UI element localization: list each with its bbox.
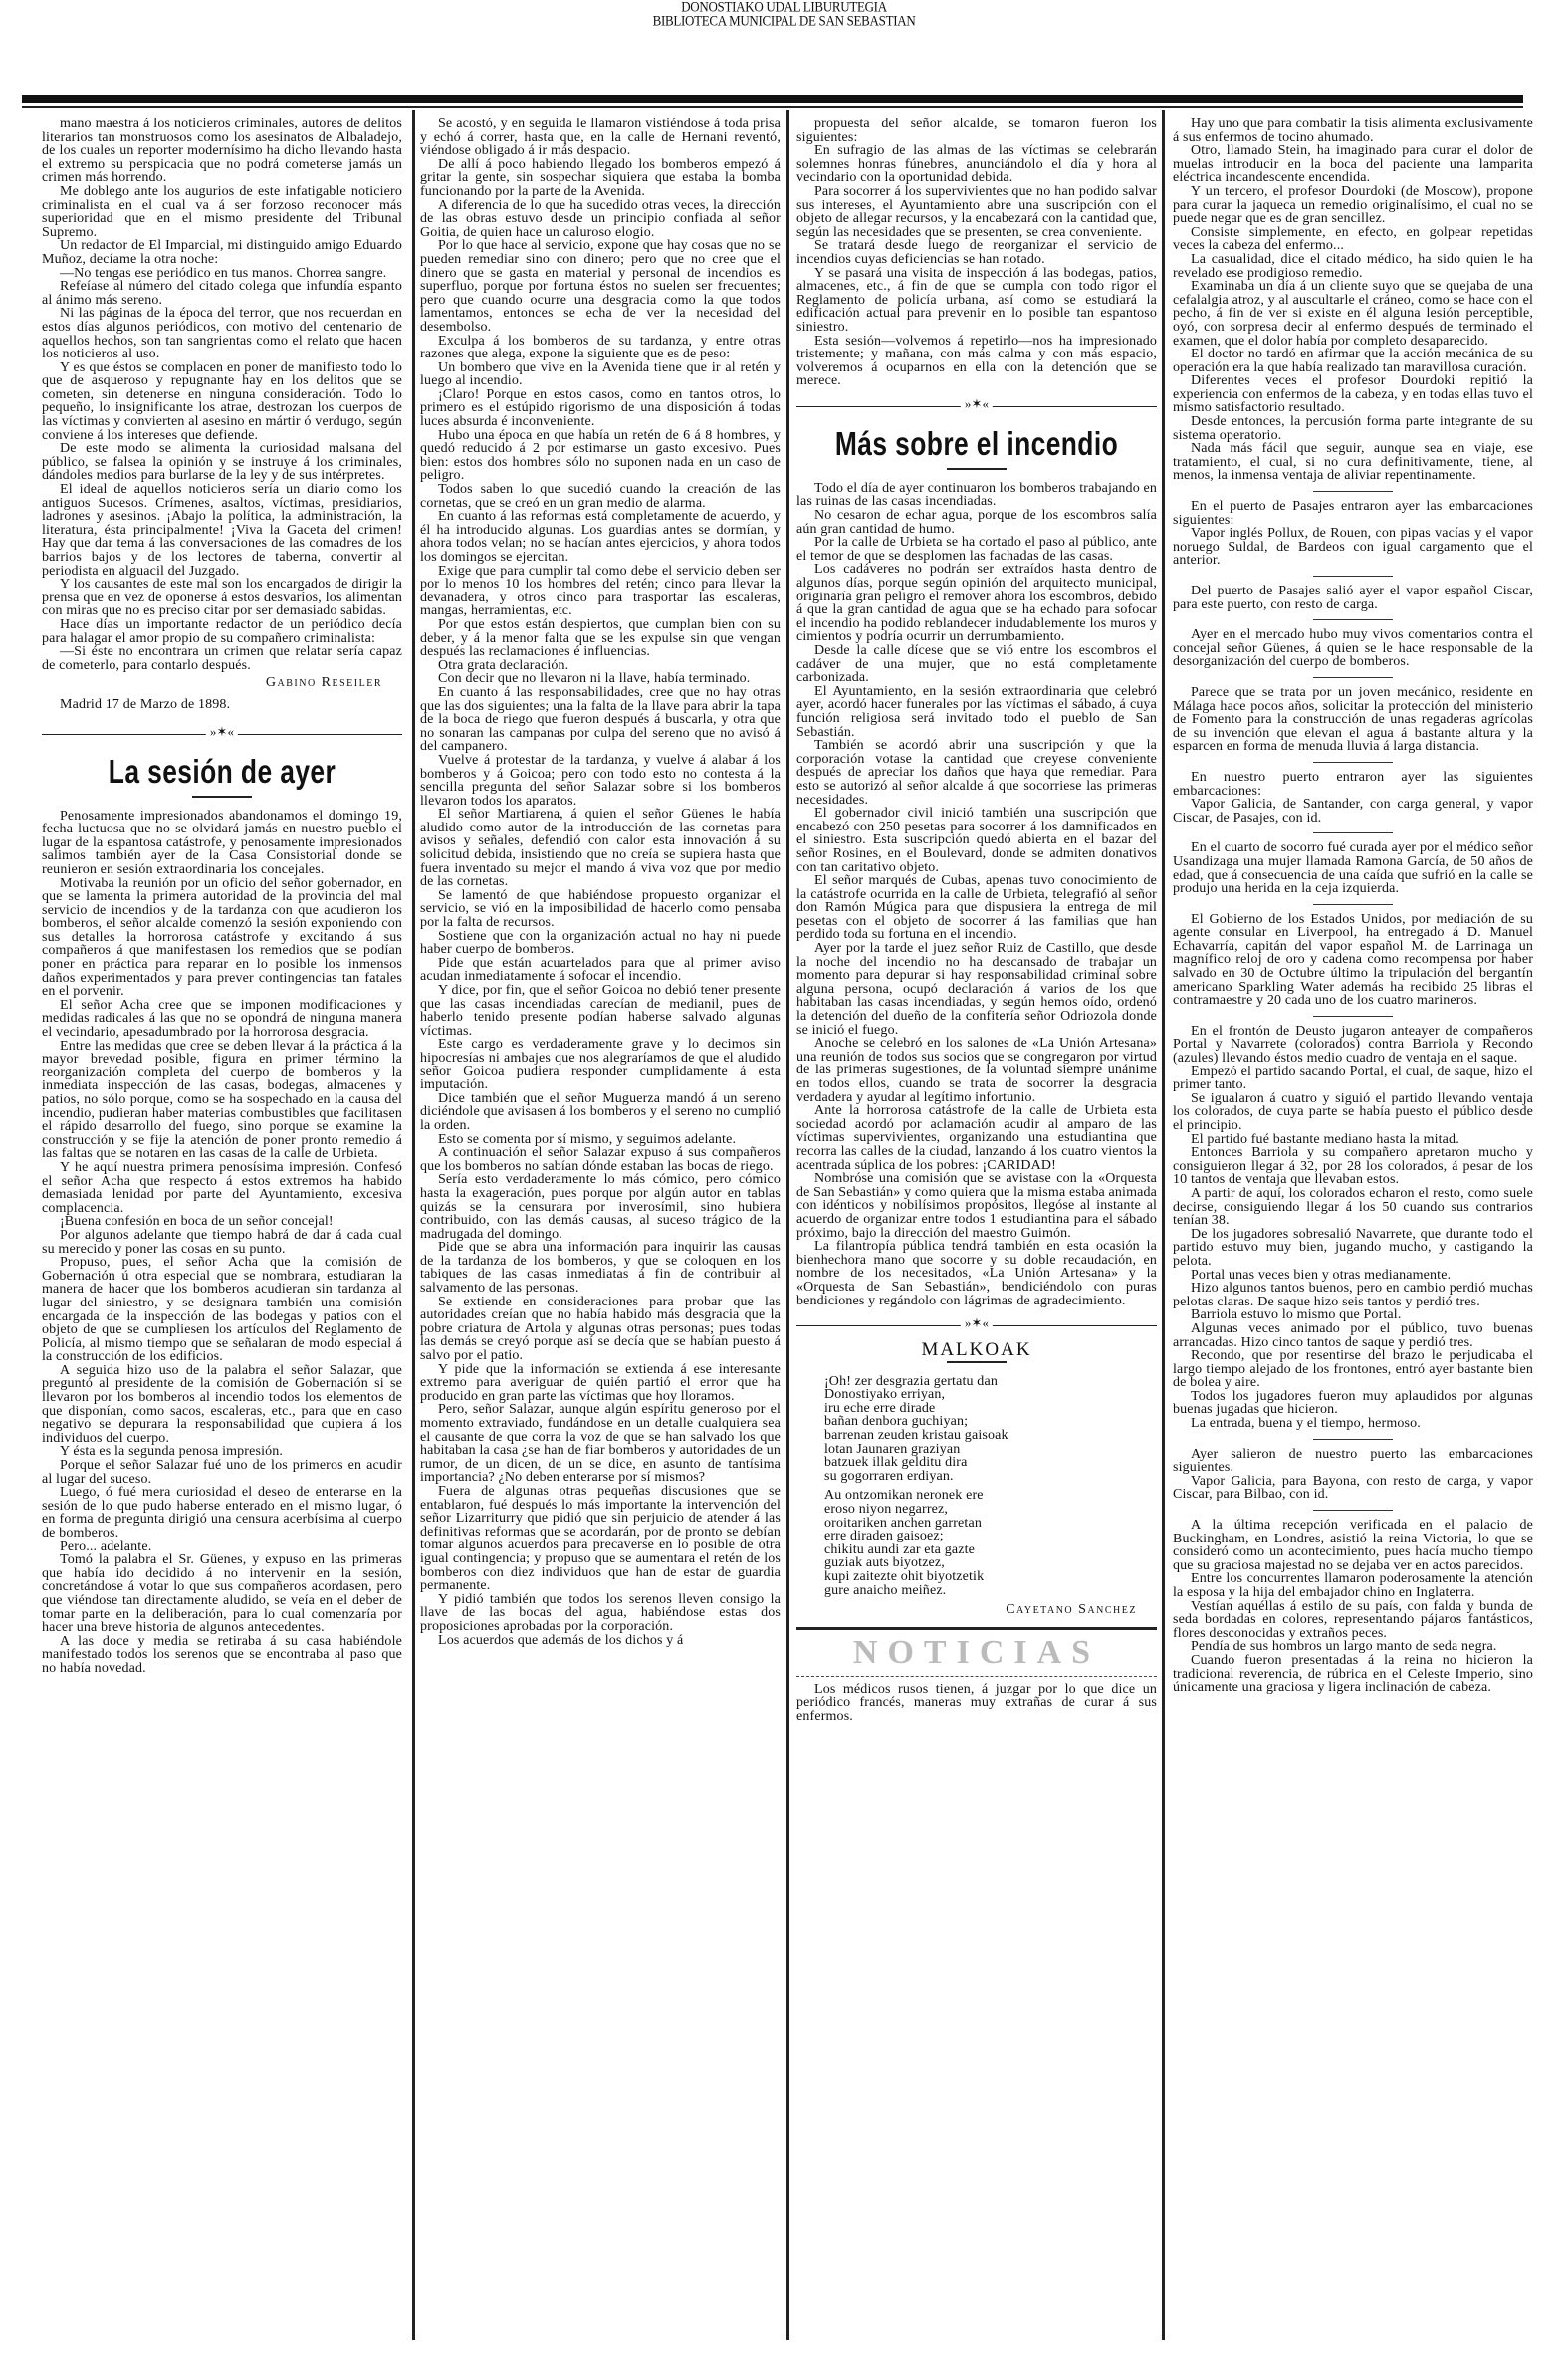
paragraph: En cuanto á las reformas está completamente de acuerdo, y él ha introducido algunas. Los guardias antes se dormían, y ahora todos velan; no se hacían antes ejercicios, y ahora todos los domingos se ejercitan. (420, 509, 781, 565)
paragraph: Pide que se abra una información para inquirir las causas de la tardanza de los bomberos, y que se coloquen en los tabiques de las casas inmediatas á fin de contribuir al salvamento de las personas. (420, 1240, 781, 1297)
paragraph: En sufragio de las almas de las víctimas se celebrarán solemnes honras fúnebres, anunciándolo el día y hora al vecindario con la oportunidad debida. (796, 143, 1157, 186)
paragraph: Hace días un importante redactor de un periódico decía para halagar el amor propio de su compañero criminalista: (42, 616, 402, 646)
paragraph: Se lamentó de que habiéndose propuesto organizar el servicio, se vió en la imposibilidad de hacerlo como pensaba por la falta de recursos. (420, 887, 781, 931)
paragraph: La casualidad, dice el citado médico, ha sido quien le ha revelado ese prodigioso remedio. (1173, 251, 1533, 281)
library-name-spanish: BIBLIOTECA MUNICIPAL DE SAN SEBASTIAN (652, 11, 916, 29)
paragraph: —Si éste no encontrara un crimen que relatar sería capaz de cometerlo, para contarlo después. (42, 644, 402, 673)
paragraph: En nuestro puerto entraron ayer las siguientes embarcaciones: (1173, 769, 1533, 799)
paragraph: Esta sesión—volvemos á repetirlo—nos ha impresionado tristemente; y mañana, con más calma y con más espacio, volveremos á ocuparnos en ella con la detención que se merece. (796, 333, 1157, 389)
paragraph: Por la calle de Urbieta se ha cortado el paso al público, ante el temor de que se desplomen las fachadas de las casas. (796, 535, 1157, 564)
paragraph: Pero, señor Salazar, aunque algún espíritu generoso por el momento extraviado, fundándose en un detalle cualquiera sea el causante de que corra la voz de que se han salvado los que habitaban la casa ¿se han de fiar bomberos y autoridades de un rumor, de un dicen, de un se dice, en asunto de tantísima importancia? ¿No deben enterarse por sí mismos? (420, 1402, 781, 1486)
paragraph: Exculpa á los bomberos de su tardanza, y entre otras razones que alega, expone la siguiente que es de peso: (420, 333, 781, 362)
paragraph: Desde entonces, la percusión forma parte integrante de su sistema operatorio. (1173, 414, 1533, 443)
paragraph: Desde la calle dícese que se vió entre los escombros el cadáver de una mujer, que no está completamente carbonizada. (796, 643, 1157, 686)
column-divider (786, 110, 789, 2340)
paragraph: Y dice, por fin, que el señor Goicoa no debió tener presente que las casas incendiadas carecían de medianil, pues de haberlo tenido presente podían haberse salvado algunas víctimas. (420, 983, 781, 1039)
author-signature: Gabino Reseiler (265, 675, 382, 691)
item-separator (1313, 832, 1393, 833)
paragraph: El gobernador civil inició también una suscripción que encabezó con 250 pesetas para socorrer á los damnificados en el siniestro. Esta suscripción quedó abierta en el bazar del señor Rosines, en el Boulevard, donde se admiten donativos con tan caritativo objeto. (796, 806, 1157, 875)
article-headline: La sesión de ayer (108, 752, 336, 790)
paragraph: Dice también que el señor Muguerza mandó á un sereno diciéndole que avisasen á los bomberos y el sereno no cumplió la orden. (420, 1090, 781, 1133)
paragraph: Se extiende en consideraciones para probar que las autoridades creían que no había habido más desgracia que la pobre criatura de Artola y algunas otras personas; pues todas las demás se creyó porque así se decía que se habían puesto á salvo por el patio. (420, 1294, 781, 1364)
paragraph: En el cuarto de socorro fué curada ayer por el médico señor Usandizaga una mujer llamada Ramona García, de 50 años de edad, que á consecuencia de una caída que sufrió en la calle se produjo una herida en la ceja izquierda. (1173, 840, 1533, 897)
paragraph: Vapor Galicia, de Santander, con carga general, y vapor Ciscar, de Pasajes, con id. (1173, 797, 1533, 826)
paragraph: Ni las páginas de la época del terror, que nos recuerdan en estos días algunos periódicos, con motivo del centenario de aquellos hechos, son tan sangrientas como el relato que hacen los noticieros al uso. (42, 306, 402, 362)
paragraph: No cesaron de echar agua, porque de los escombros salía aún gran cantidad de humo. (796, 508, 1157, 537)
paragraph: A partir de aquí, los colorados echaron el resto, como suele decirse, consiguiendo llegar á los 50 cuando sus contrarios tenían 38. (1173, 1185, 1533, 1229)
paragraph: Para socorrer á los supervivientes que no han podido salvar sus intereses, el Ayuntamiento abre una suscripción con el objeto de allegar recursos, y la encabezará con la cantidad que, según las necesidades que se presenten, se crea conveniente. (796, 183, 1157, 240)
item-separator (1313, 677, 1393, 678)
dateline: Madrid 17 de Marzo de 1898. (60, 696, 231, 712)
paragraph: Y es que éstos se complacen en poner de manifiesto todo lo que de asqueroso y repugnante hay en los delitos que se cometen, sin detenerse en ninguna consideración. Todo lo pequeño, lo insignificante los atrae, destrozan los cuerpos de las víctimas y convierten al asesino en mártir ó verdugo, según conviene á los intereses que defiende. (42, 359, 402, 443)
paragraph: Hay uno que para combatir la tisis alimenta exclusivamente á sus enfermos de tocino ahumado. (1173, 118, 1533, 145)
item-separator (1313, 1016, 1393, 1017)
paragraph: Pero... adelante. (60, 1539, 152, 1554)
paragraph: Y los causantes de este mal son los encargados de dirigir la prensa que en vez de oponerse á estos desvaríos, los alimentan con miras que no es preciso citar por ser demasiado sabidas. (42, 577, 402, 619)
ornament-divider (42, 724, 402, 744)
paragraph: Del puerto de Pasajes salió ayer el vapor español Ciscar, para este puerto, con resto de carga. (1173, 584, 1533, 612)
column-divider (412, 110, 415, 2340)
paragraph: Empezó el partido sacando Portal, el cual, de saque, hizo el primer tanto. (1173, 1064, 1533, 1093)
paragraph: Nombróse una comisión que se avistase con la «Orquesta de San Sebastián» y como quiera que la misma estaba animada con idénticos y nobilísimos propósitos, llegóse al instante al acuerdo de organizar entre todos 1 estudiantina para el sábado próximo, bajo la dirección del maestro Guimón. (796, 1171, 1157, 1241)
headline-rule (947, 468, 1007, 470)
paragraph: Un redactor de El Imparcial, mi distinguido amigo Eduardo Muñoz, decíame la otra noche: (42, 238, 402, 267)
paragraph: Ante la horrorosa catástrofe de la calle de Urbieta esta sociedad acordó por aclamación acudir al amparo de las víctimas supervivientes, organizando una estudiantina que recorra las calles de la ciudad, lanzando á los cuatro vientos la acentrada súplica de los pobres: ¡CARIDAD! (796, 1103, 1157, 1173)
paragraph: De los jugadores sobresalió Navarrete, que durante todo el partido estuvo muy bien, jugando mucho, y castigando la pelota. (1173, 1226, 1533, 1269)
paragraph: El doctor no tardó en afirmar que la acción mecánica de su operación era la que había realizado tan maravillosa curación. (1173, 347, 1533, 375)
paragraph: Motivaba la reunión por un oficio del señor gobernador, en que se lamenta la primera autoridad de la provincia del mal servicio de incendios y de la tardanza con que acudieron los bomberos, el señor alcalde comenzó la sesión exponiendo con sus detalles la horrorosa catástrofe y excitando á sus compañeros á que manifestasen los remedios que se podían poner en práctica para reparar en lo posible los inmensos daños experimentados y para prever contingencias tan fatales en el porvenir. (42, 875, 402, 1000)
paragraph: De este modo se alimenta la curiosidad malsana del público, se falsea la opinión y se instruye á los criminales, dándoles medios para burlarse de la ley y de sus intérpretes. (42, 441, 402, 484)
column-3 (796, 118, 1157, 2333)
paragraph: Me doblego ante los augurios de este infatigable noticiero criminalista en el cual va á ser forzoso reconocer más superioridad que en el mismo presidente del Tribunal Supremo. (42, 183, 402, 240)
paragraph: Se igualaron á cuatro y siguió el partido llevando ventaja los colorados, de cuya parte se había puesto el público desde el principio. (1173, 1090, 1533, 1133)
article-headline: Más sobre el incendio (834, 424, 1119, 462)
paragraph: Propuso, pues, el señor Acha que la comisión de Gobernación ú otra especial que se nombrara, estudiaran la manera de hacer que los bomberos acudieran sin tardanza al lugar del siniestro, y se designara también una comisión encargada de la inspección de las bodegas y patios con el objeto de que se cumpliesen los artículos del Reglamento de Policía, al mismo tiempo que se señalaran de modo especial á la construcción de los edificios. (42, 1255, 402, 1365)
paragraph: —No tengas ese periódico en tus manos. Chorrea sangre. (60, 265, 387, 281)
paragraph: Vuelve á protestar de la tardanza, y vuelve á alabar á los bomberos y á Goicoa; pero con todo esto no contesta á la sencilla pregunta del señor Salazar sobre si los bomberos llevaron todos los aparatos. (420, 752, 781, 809)
headline-rule (192, 796, 252, 798)
paragraph: Y pidió también que todos los serenos lleven consigo la llave de las bocas del agua, habiéndose estas dos proposiciones aprobadas por la corporación. (420, 1591, 781, 1634)
item-separator (1313, 491, 1393, 492)
paragraph: Se acostó, y en seguida le llamaron vistiéndose á toda prisa y echó á correr, hasta que, en la calle de Hernani reventó, viéndose obligado á ir más despacio. (420, 118, 781, 159)
paragraph: Parece que se trata por un joven mecánico, residente en Málaga hace pocos años, solicitar la protección del ministerio de Fomento para la construcción de unas regaderas agrícolas de su invención que elevan el agua á bastante altura y la esparcen en forma de menuda lluvia á larga distancia. (1173, 684, 1533, 755)
paragraph: Todos los jugadores fueron muy aplaudidos por algunas buenas jugadas que hicieron. (1173, 1388, 1533, 1418)
paragraph: A diferencia de lo que ha sucedido otras veces, la dirección de las obras estuvo desde un principio confiada al señor Goitia, de quien hace un caluroso elogio. (420, 197, 781, 240)
paragraph: Entre las medidas que cree se deben llevar á la práctica á la mayor brevedad posible, figura en primer término la reorganización completa del cuerpo de bomberos y la inmediata inspección de las casas, bodegas, almacenes y patios, no sólo porque, como se ha sospechado en la causa del incendio, pudieran haber materias combustibles que facilitasen el rápido desarrollo del fuego, sino porque se examine la construcción y se fije la atención de poner pronto remedio á las faltas que se notaren en las casas de la calle de Urbieta. (42, 1038, 402, 1162)
paragraph: Ayer por la tarde el juez señor Ruiz de Castillo, que desde la noche del incendio no ha descansado de trabajar un momento para depurar si hay responsabilidad criminal sobre alguna persona, ocupó declaración á varios de los que habitaban las casas incendiadas, y según hemos oído, ordenó la detención del dueño de la confitería señor Odriozola donde se inició el fuego. (796, 941, 1157, 1038)
paragraph: Exige que para cumplir tal como debe el servicio deben ser por lo menos 10 los hombres del retén; cinco para llevar la devanadera, y otros cinco para trasportar las escaleras, mangas, herramientas, etc. (420, 563, 781, 619)
paragraph: Refeíase al número del citado colega que infundía espanto al ánimo más sereno. (42, 279, 402, 308)
paragraph: Sería esto verdaderamente lo más cómico, pero cómico hasta la exageración, pues porque por algún autor en tablas quizás se la censurara por inverosímil, sino hubiera contribuido, con las demás causas, al suceso trágico de la madrugada del domingo. (420, 1172, 781, 1242)
paragraph: En el puerto de Pasajes entraron ayer las embarcaciones siguientes: (1173, 499, 1533, 528)
paragraph: La filantropía pública tendrá también en esta ocasión la bienhechora mano que socorre y su doble recaudación, en nombre de los necesitados, «La Unión Artesana» y la «Orquesta de San Sebastián», bendiciéndolo con puras bendiciones y regándolo con lágrimas de agradecimiento. (796, 1239, 1157, 1308)
item-separator (1313, 1439, 1393, 1440)
paragraph: Los cadáveres no podrán ser extraídos hasta dentro de algunos días, porque según opinión del arquitecto municipal, originaría gran peligro el remover ahora los escombros, debido á que la gran cantidad de agua que se ha echado para sofocar el incendio ha podido reblandecer indudablemente los muros y cimientos y podría ocurrir un derrumbamiento. (796, 562, 1157, 645)
flourish-icon: »✶« (206, 725, 238, 739)
paragraph: Vestían aquéllas á estilo de su país, con falda y bunda de seda bordadas en colores, representando pájaros fantásticos, flores desconocidas y extraños peces. (1173, 1598, 1533, 1641)
paragraph: De allí á poco habiendo llegado los bomberos empezó á gritar la gente, sin sospechar siquiera que estaba la bomba funcionando por la parte de la Avenida. (420, 156, 781, 199)
paragraph: Luego, ó fué mera curiosidad el deseo de enterarse en la sesión de lo que pudo haberse enterado en el mismo lugar, ó en forma de pregunta dirigió una censura acerbísima al cuerpo de bomberos. (42, 1485, 402, 1540)
paragraph: Por lo que hace al servicio, expone que hay cosas que no se pueden remediar sino con dinero; pero que no cree que el dinero que se gasta en material y personal de incendios es superfluo, porque por fortuna éstos no suelen ser frecuentes; pero que cuando ocurre una desgracia como la que todos lamentamos, entonces se echa de ver la necesidad del desembolso. (420, 238, 781, 335)
column-4 (1173, 118, 1533, 2333)
paragraph: Con decir que no llevaron ni la llave, había terminado. (438, 671, 751, 687)
paragraph: Barriola estuvo lo mismo que Portal. (1191, 1307, 1402, 1323)
paragraph: Algunas veces animado por el público, tuvo buenas arrancadas. Hizo cinco tantos de saque y perdió tres. (1173, 1320, 1533, 1350)
paragraph: Examinaba un día á un cliente suyo que se quejaba de una cefalalgia atroz, y al auscultarle el cráneo, como se hace con el pecho, á fin de ver si existe en él alguna lesión perceptible, oyó, con sorpresa decir al enfermo después de terminado el examen, que el dolor había por completo desaparecido. (1173, 279, 1533, 349)
paragraph: A seguida hizo uso de la palabra el señor Salazar, que preguntó al presidente de la comisión de Gobernación si se llevaron por los bomberos al incendio todos los elementos de que disponían, como sacos, escaleras, etc., para que en caso negativo se depurara la responsabilidad que cupiera á los individuos del cuerpo. (42, 1362, 402, 1446)
paragraph: Los médicos rusos tienen, á juzgar por lo que dice un periódico francés, maneras muy extrañas de curar á sus enfermos. (796, 1681, 1157, 1724)
paragraph: Portal unas veces bien y otras medianamente. (1191, 1267, 1452, 1283)
paragraph: Sostiene que con la organización actual no hay ni puede haber cuerpo de bomberos. (420, 928, 781, 958)
paragraph: Consiste simplemente, en efecto, en golpear repetidas veces la cabeza del enfermo... (1173, 224, 1533, 254)
paragraph: Todo el día de ayer continuaron los bomberos trabajando en las ruinas de las casas incendiadas. (796, 480, 1157, 510)
paragraph: El partido fué bastante mediano hasta la mitad. (1191, 1131, 1459, 1147)
paragraph: El señor Martiarena, á quien el señor Güenes le había aludido como autor de la introducción de las cornetas para avisos y señales, defendió con calor esta innovación á su solicitud debida, insistiendo que no creía se supiera hasta que fuera inventado su mejor el mando á viva voz que por medio de las cornetas. (420, 807, 781, 890)
paragraph: Y un tercero, el profesor Dourdoki (de Moscow), propone para curar la jaqueca un remedio originalísimo, el cual no se puede negar que es de gran sencillez. (1173, 183, 1533, 227)
author-signature: Cayetano Sanchez (1006, 1602, 1137, 1618)
paragraph: Fuera de algunas otras pequeñas discusiones que se entablaron, fué después lo más importante la intervención del señor Lizarriturry que pidió que sin perjuicio de atender á las definitivas reformas que se acordarán, por de pronto se debían tomar algunos acuerdos para precaverse en lo posible de otra igual contingencia; y propuso que se aumentara el retén de los bomberos con diez individuos que han de estar de guardia permanente. (420, 1483, 781, 1594)
paragraph: El Gobierno de los Estados Unidos, por mediación de su agente consular en Liverpool, ha entregado á D. Manuel Echavarría, capitán del vapor español M. de Larrinaga un magnífico reloj de oro y cadena como recompensa por haber salvado en 30 de Octubre último la tripulación del bergantín americano Sparkling Water además ha recibido 25 libras el contramaestre y 20 cada uno de los cuatro marineros. (1173, 911, 1533, 1009)
paragraph: Un bombero que vive en la Avenida tiene que ir al retén y luego al incendio. (420, 359, 781, 389)
flourish-icon: »✶« (961, 397, 993, 411)
section-banner: NOTICIAS (796, 1627, 1157, 1677)
paragraph: A continuación el señor Salazar expuso á sus compañeros que los bomberos no sabían dónde estaban las bocas de riego. (420, 1145, 781, 1174)
library-name-basque: DONOSTIAKO UDAL LIBURUTEGIA (681, 0, 887, 16)
paragraph: Esto se comenta por sí mismo, y seguimos adelante. (438, 1131, 737, 1147)
paragraph: Todos saben lo que sucedió cuando la creación de las cornetas, que se creó en un gran medio de alarma. (420, 482, 781, 511)
paragraph: Y se pasará una visita de inspección á las bodegas, patios, almacenes, etc., á fin de que se cumpla con todo rigor el Reglamento de policía urbana, así como se estudiará la edificación actual para prevenir en lo posible tan espantoso siniestro. (796, 265, 1157, 335)
paragraph: Ayer salieron de nuestro puerto las embarcaciones siguientes. (1173, 1446, 1533, 1476)
flourish-icon: »✶« (961, 1316, 993, 1330)
paragraph: Otra grata declaración. (438, 657, 569, 673)
paragraph: El señor marqués de Cubas, apenas tuvo conocimiento de la catástrofe ocurrida en la calle de Urbieta, telegrafió al señor don Ramón Múgica para que dispusiera la entrega de mil pesetas con el objeto de socorrer á las familias que han perdido toda su fortuna en el incendio. (796, 873, 1157, 943)
paragraph: Hizo algunos tantos buenos, pero en cambio perdió muchas pelotas claras. De saque hizo seis tantos y perdió tres. (1173, 1281, 1533, 1309)
paragraph: Por algunos adelante que tiempo habrá de dar á cada cual su merecido y poner las cosas en su punto. (42, 1227, 402, 1257)
column-2 (420, 118, 781, 2333)
paragraph: En cuanto á las responsabilidades, cree que no hay otras que las dos siguientes; una la falta de la llave para abrir la tapa de la boca de riego que fueron después á buscarla, y otra que no sonaran las campanas por culpa del sereno que no avisó á del campanero. (420, 684, 781, 755)
paragraph: Por que estos están despiertos, que cumplan bien con su deber, y á la menor falta que se les expulse sin que vengan después las reclamaciones é influencias. (420, 616, 781, 660)
paragraph: Recondo, que por resentirse del brazo le perjudicaba el largo tiempo alejado de los frontones, entró ayer bastante bien de bolea y aire. (1173, 1348, 1533, 1391)
paragraph: Hubo una época en que había un retén de 6 á 8 hombres, y quedó reducido á 2 por estimarse un gasto excesivo. Pues bien: estos dos hombres sólo no suponen nada en un caso de peligro. (420, 427, 781, 484)
paragraph: La entrada, buena y el tiempo, hermoso. (1191, 1416, 1421, 1432)
item-separator (1313, 619, 1393, 620)
library-stamp (0, 0, 1568, 28)
paragraph: Se tratará desde luego de reorganizar el servicio de incendios cuyas deficiencias se han notado. (796, 238, 1157, 267)
paragraph: El Ayuntamiento, en la sesión extraordinaria que celebró ayer, acordó hacer funerales por las víctimas el sábado, á cuya función religiosa será invitado todo el pueblo de San Sebastián. (796, 683, 1157, 740)
item-separator (1313, 1510, 1393, 1511)
paragraph: Nada más fácil que seguir, aunque sea en viaje, ese tratamiento, el cual, si no cura definitivamente, tiene, al menos, la inmensa ventaja de aliviar repentinamente. (1173, 441, 1533, 484)
paragraph: Vapor inglés Pollux, de Rouen, con pipas vacías y el vapor noruego Suldal, de Bardeos con igual cargamento que el anterior. (1173, 526, 1533, 569)
paragraph: Otro, llamado Stein, ha imaginado para curar el dolor de muelas introducir en la boca del paciente una lamparita eléctrica incandescente encendida. (1173, 143, 1533, 186)
paragraph: Y pide que la información se extienda á ese interesante extremo para averiguar de quién partió el error que ha producido en gran parte las víctimas que hoy lloramos. (420, 1361, 781, 1404)
top-rule-band (22, 95, 1523, 103)
paragraph: Ayer en el mercado hubo muy vivos comentarios contra el concejal señor Güenes, á quien se le hace responsable de la desorganización del cuerpo de bomberos. (1173, 627, 1533, 670)
item-separator (1313, 762, 1393, 763)
paragraph: Y he aquí nuestra primera penosísima impresión. Confesó el señor Acha que respecto á estos extremos ha habido demasiada lenidad por parte del Ayuntamiento, excesiva complacencia. (42, 1159, 402, 1216)
paragraph: El señor Acha cree que se imponen modificaciones y medidas radicales á las que no se opondrá de ninguna manera el vecindario, apesadumbrado por la horrorosa desgracia. (42, 997, 402, 1041)
headline-rule (947, 1361, 1007, 1363)
top-rule-line (22, 106, 1523, 108)
paragraph: Este cargo es verdaderamente grave y lo decimos sin hipocresías ni ambajes que nos alegraríamos de que el aludido señor Goicoa pudiera responder cumplidamente á esta imputación. (420, 1037, 781, 1093)
paragraph: Pide que están acuartelados para que al primer aviso acudan inmediatamente á sofocar el incendio. (420, 955, 781, 985)
paragraph: propuesta del señor alcalde, se tomaron fueron los siguientes: (796, 118, 1157, 145)
paragraph: Porque el señor Salazar fué uno de los primeros en acudir al lugar del suceso. (42, 1458, 402, 1487)
paragraph: Cuando fueron presentadas á la reina no hicieron la tradicional reverencia, de rúbrica en el Celeste Imperio, sino únicamente una graciosa y ligera inclinación de cabeza. (1173, 1652, 1533, 1696)
paragraph: También se acordó abrir una suscripción y que la corporación votase la cantidad que creyese conveniente después de apreciar los daños que haya que remediar. Para esto se autorizó al señor alcalde á que socorriese las primeras necesidades. (796, 738, 1157, 808)
poem-title: MALKOAK (921, 1339, 1032, 1361)
paragraph: Tomó la palabra el Sr. Güenes, y expuso en las primeras que había ido decidido á no intervenir en la sesión, concretándose á votar lo que sus compañeros acordasen, pero que viéndose tan directamente aludido, se veía en el deber de tomar parte en la deliberación, para lo cual comenzaría por hacer una breve historia de algunos antecedentes. (42, 1552, 402, 1636)
poem-stanza: Au ontzomikan neronek ere eroso niyon negarrez, oroitariken anchen garretan erre diraden gaisoez; chikitu aundi zar eta gazte guziak auts biyotzez, kupi zaitezte ohit biyotzetik gure anaicho meiñez. (824, 1488, 985, 1598)
item-separator (1313, 576, 1393, 577)
paragraph: Diferentes veces el profesor Dourdoki repitió la experiencia con enfermos de la cabeza, y en todas ellas tuvo el mismo satisfactorio resultado. (1173, 373, 1533, 416)
paragraph: En el frontón de Deusto jugaron anteayer de compañeros Portal y Navarrete (colorados) contra Barriola y Recondo (azules) llevando éstos medio cuadro de ventaja en el saque. (1173, 1023, 1533, 1066)
paragraph: Anoche se celebró en los salones de «La Unión Artesana» una reunión de todos sus socios que se congregaron por virtud de las primeras sugestiones, de la voluntad siempre unánime en todos ellos, cuando se trata de socorrer la desgracia verdadera y ayudar al legítimo infortunio. (796, 1036, 1157, 1105)
paragraph: Entre los concurrentes llamaron poderosamente la atención la esposa y la hija del embajador chino en Inglaterra. (1173, 1571, 1533, 1600)
poem-stanza: ¡Oh! zer desgrazia gertatu dan Donostiyako erriyan, iru eche erre dirade bañan denbora guchiyan; barrenan zeuden kristau gaisoak lotan Jaunaren graziyan batzuek illak gelditu dira su gogorraren erdiyan. (824, 1373, 1008, 1484)
paragraph: A la última recepción verificada en el palacio de Buckingham, en Londres, asistió la reina Victoria, lo que se consideró como un acontecimiento, pues hacía mucho tiempo que su graciosa majestad no se dejaba ver en actos parecidos. (1173, 1518, 1533, 1573)
paragraph: Y ésta es la segunda penosa impresión. (60, 1444, 284, 1460)
paragraph: ¡Claro! Porque en estos casos, como en tantos otros, lo primero es el estúpido rigorismo de una disposición á todas luces absurda é inconveniente. (420, 386, 781, 430)
paragraph: A las doce y media se retiraba á su casa habiéndole manifestado todos los serenos que se encontraba al paso que no había novedad. (42, 1633, 402, 1676)
column-1 (42, 118, 402, 2333)
paragraph: mano maestra á los noticieros criminales, autores de delitos literarios tan monstruosos como los asesinatos de Albaladejo, de los cuales un reporter modernísimo ha dicho llevando hasta el extremo su perspicacia que no podrá cometerse jamás un crimen más horrendo. (42, 118, 402, 186)
column-divider (1162, 110, 1165, 2340)
paragraph: Los acuerdos que además de los dichos y á (438, 1632, 684, 1648)
paragraph: El ideal de aquellos noticieros sería un diario como los antiguos Sucesos. Crímenes, asaltos, víctimas, presidiarios, ladrones y asesinos. ¡Abajo la política, la administración, la literatura, ésta principalmente! ¡Viva la Gaceta del crimen! Hay que dar tema á las conversaciones de las comadres de los barrios bajos y de los lectores de taberna, convertir al periodista en alguacil del Juzgado. (42, 482, 402, 579)
ornament-divider (796, 1315, 1157, 1335)
paragraph: Vapor Galicia, para Bayona, con resto de carga, y vapor Ciscar, para Bilbao, con id. (1173, 1473, 1533, 1503)
paragraph: ¡Buena confesión en boca de un señor concejal! (60, 1214, 334, 1230)
paragraph: Penosamente impresionados abandonamos el domingo 19, fecha luctuosa que no se olvidará jamás en nuestro pueblo el lugar de la espantosa catástrofe, y penosamente impresionados salimos también ayer de la Casa Consistorial donde se reunieron en sesión extraordinaria los concejales. (42, 808, 402, 877)
item-separator (1313, 904, 1393, 905)
paragraph: Pendía de sus hombros un largo manto de seda negra. (1191, 1639, 1497, 1655)
paragraph: Entonces Barriola y su compañero apretaron mucho y consiguieron llegar á 32, por 28 los colorados, á pesar de los 10 tantos de ventaja que llevaban estos. (1173, 1145, 1533, 1188)
ornament-divider (796, 396, 1157, 416)
